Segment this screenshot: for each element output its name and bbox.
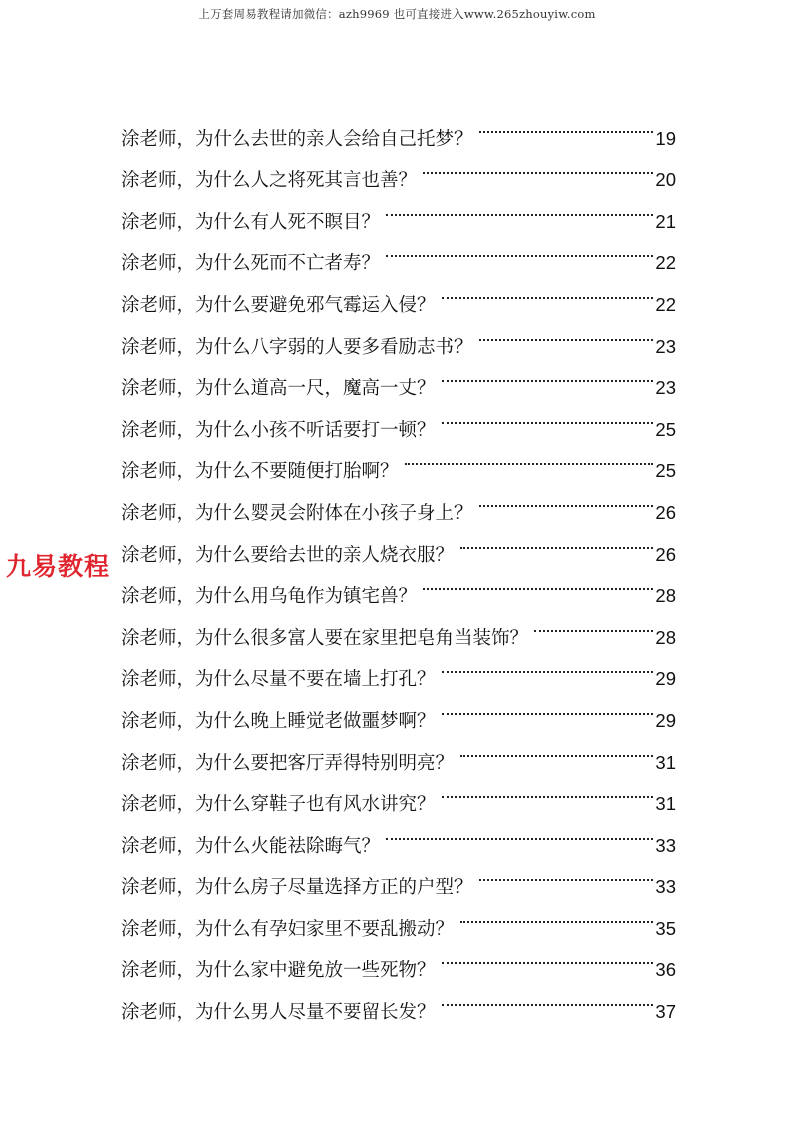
toc-entry-page-number: 23 bbox=[655, 335, 676, 357]
table-of-contents bbox=[121, 103, 676, 1024]
toc-entry-title: 涂老师，为什么要把客厅弄得特别明亮？ bbox=[121, 743, 460, 785]
toc-entry-title: 涂老师，为什么人之将死其言也善？ bbox=[121, 160, 423, 202]
toc-entry-page-number: 20 bbox=[655, 169, 676, 191]
toc-entry-title: 涂老师，为什么很多富人要在家里把皂角当装饰？ bbox=[121, 618, 534, 660]
toc-dot-leader bbox=[423, 145, 653, 187]
toc-entry-title: 涂老师，为什么道高一尺，魔高一丈？ bbox=[121, 368, 442, 410]
toc-dot-leader bbox=[479, 477, 654, 519]
page-header: 上万套周易教程请加微信：azh9969 也可直接进入www.265zhouyiw.com bbox=[198, 7, 596, 21]
toc-entry-title: 涂老师，为什么小孩不听话要打一顿？ bbox=[121, 410, 442, 452]
toc-dot-leader bbox=[479, 852, 654, 894]
toc-dot-leader bbox=[442, 353, 654, 395]
toc-entry-title: 涂老师，为什么死而不亡者寿？ bbox=[121, 243, 386, 285]
toc-dot-leader bbox=[460, 727, 653, 769]
toc-dot-leader bbox=[442, 394, 654, 436]
toc-entry[interactable] bbox=[121, 103, 676, 150]
toc-entry-page-number: 31 bbox=[655, 751, 676, 773]
toc-entry-page-number: 23 bbox=[655, 377, 676, 399]
toc-entry-title: 涂老师，为什么晚上睡觉老做噩梦啊？ bbox=[121, 701, 442, 743]
toc-dot-leader bbox=[442, 644, 654, 686]
toc-entry-page-number: 22 bbox=[655, 293, 676, 315]
toc-dot-leader bbox=[442, 976, 654, 1018]
toc-entry-page-number: 19 bbox=[655, 127, 676, 149]
toc-entry-title: 涂老师，为什么火能祛除晦气？ bbox=[121, 826, 386, 868]
toc-entry-page-number: 37 bbox=[655, 1001, 676, 1023]
toc-entry-title: 涂老师，为什么要避免邪气霉运入侵？ bbox=[121, 285, 442, 327]
toc-entry-title: 涂老师，为什么尽量不要在墙上打孔？ bbox=[121, 659, 442, 701]
toc-dot-leader bbox=[442, 685, 654, 727]
toc-dot-leader bbox=[442, 769, 654, 811]
toc-entry-title: 涂老师，为什么不要随便打胎啊？ bbox=[121, 451, 405, 493]
toc-dot-leader bbox=[386, 810, 653, 852]
toc-entry-page-number: 22 bbox=[655, 252, 676, 274]
toc-entry-page-number: 25 bbox=[655, 418, 676, 440]
toc-entry-page-number: 33 bbox=[655, 834, 676, 856]
toc-entry-title: 涂老师，为什么有孕妇家里不要乱搬动？ bbox=[121, 909, 460, 951]
toc-entry-page-number: 29 bbox=[655, 668, 676, 690]
toc-entry-title: 涂老师，为什么八字弱的人要多看励志书？ bbox=[121, 327, 479, 369]
toc-dot-leader bbox=[460, 893, 653, 935]
toc-entry-title: 涂老师，为什么要给去世的亲人烧衣服？ bbox=[121, 535, 460, 577]
toc-dot-leader bbox=[442, 935, 654, 977]
toc-entry-page-number: 26 bbox=[655, 543, 676, 565]
toc-entry-title: 涂老师，为什么去世的亲人会给自己托梦？ bbox=[121, 119, 479, 161]
toc-entry-page-number: 33 bbox=[655, 876, 676, 898]
toc-entry-page-number: 25 bbox=[655, 460, 676, 482]
toc-dot-leader bbox=[405, 436, 654, 478]
toc-entry-title: 涂老师，为什么男人尽量不要留长发？ bbox=[121, 992, 442, 1034]
toc-entry-title: 涂老师，为什么家中避免放一些死物？ bbox=[121, 950, 442, 992]
toc-entry-page-number: 29 bbox=[655, 709, 676, 731]
watermark-logo: 九易教程 bbox=[6, 552, 111, 581]
toc-dot-leader bbox=[479, 103, 654, 145]
toc-entry-title: 涂老师，为什么有人死不瞑目？ bbox=[121, 202, 386, 244]
toc-entry-title: 涂老师，为什么用乌龟作为镇宅兽？ bbox=[121, 576, 423, 618]
toc-dot-leader bbox=[423, 561, 653, 603]
toc-entry-page-number: 26 bbox=[655, 501, 676, 523]
toc-entry-title: 涂老师，为什么婴灵会附体在小孩子身上？ bbox=[121, 493, 479, 535]
toc-entry-title: 涂老师，为什么房子尽量选择方正的户型？ bbox=[121, 867, 479, 909]
toc-dot-leader bbox=[479, 311, 654, 353]
toc-entry-page-number: 35 bbox=[655, 917, 676, 939]
toc-entry-page-number: 28 bbox=[655, 626, 676, 648]
toc-dot-leader bbox=[386, 186, 653, 228]
toc-dot-leader bbox=[460, 519, 653, 561]
toc-entry-page-number: 36 bbox=[655, 959, 676, 981]
toc-dot-leader bbox=[442, 269, 654, 311]
toc-entry-page-number: 21 bbox=[655, 210, 676, 232]
toc-dot-leader bbox=[534, 602, 653, 644]
toc-entry-title: 涂老师，为什么穿鞋子也有风水讲究？ bbox=[121, 784, 442, 826]
toc-entry-page-number: 28 bbox=[655, 585, 676, 607]
toc-dot-leader bbox=[386, 228, 653, 270]
toc-entry-page-number: 31 bbox=[655, 793, 676, 815]
